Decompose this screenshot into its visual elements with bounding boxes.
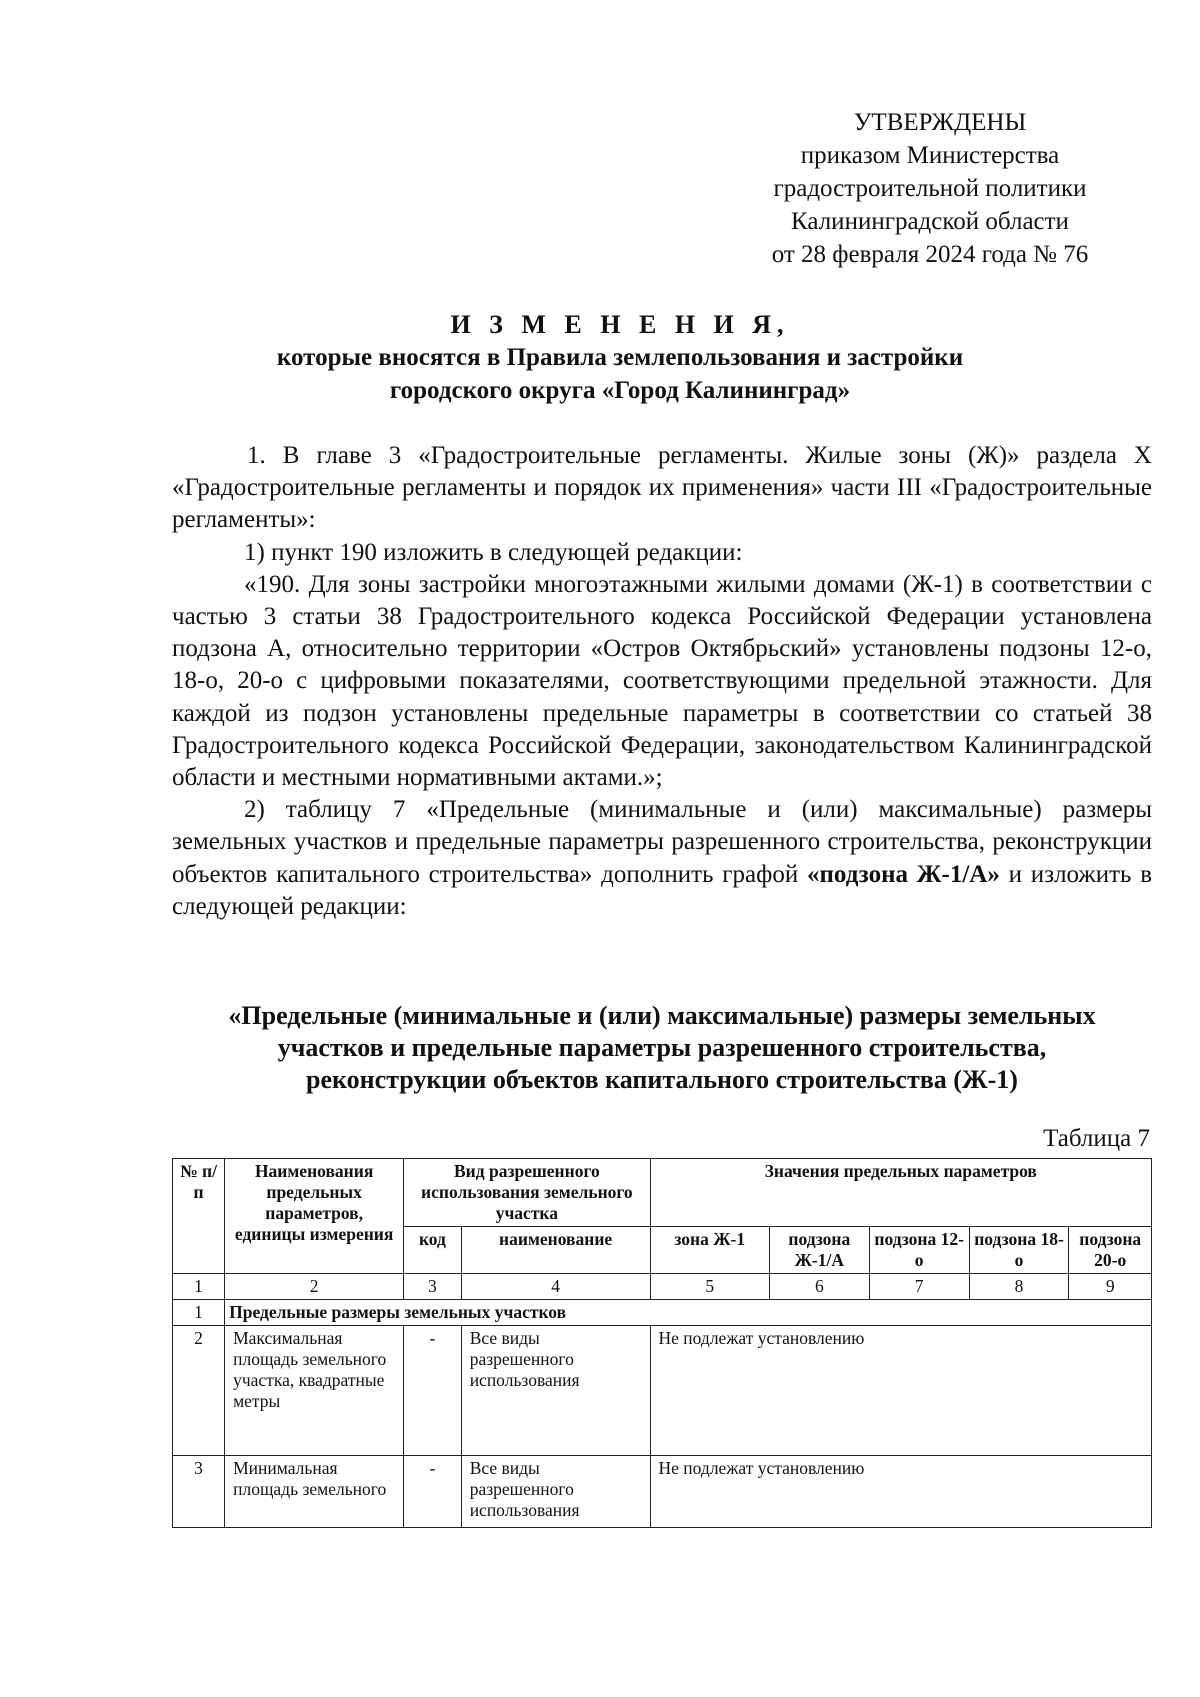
row-value: Не подлежат установлению [650,1456,1151,1528]
paragraph-item-190: «190. Для зоны застройки многоэтажными жилыми домами (Ж-1) в соответствии с частью 3 статьи 38 Градостроительного кодекса Российской Федерации установлена подзона А, относительно территории «Остров Октябрьский» установлены подзоны 12-о, 18-о, 20-о с цифровыми показателями, соответствующими предельной этажности. Для каждой из подзон установлены предельные параметры в соответствии со статьей 38 Градостроительного кодекса Российской Федерации, законодательством Калининградской области и местными нормативными актами.»; [172,570,1152,792]
body-text [172,440,1152,923]
row-param-name: Минимальная площадь земельного [225,1456,404,1528]
column-number: 6 [769,1274,869,1300]
section-num: 1 [173,1300,225,1326]
header-subzone-18o: подзона 18-о [969,1227,1069,1274]
limits-table [172,1158,1152,1528]
header-names: Наименования предельных параметров, единицы измерения [225,1159,404,1274]
paragraph-item-2 [172,794,1152,923]
table-header-row-1 [173,1159,1152,1227]
header-subzone-20o: подзона 20-о [1069,1227,1152,1274]
header-subzone-zh1a: подзона Ж-1/А [769,1227,869,1274]
header-use-type: Вид разрешенного использования земельного участка [404,1159,650,1227]
column-number: 3 [404,1274,462,1300]
column-number: 8 [969,1274,1069,1300]
paragraph-item-1: 1) пункт 190 изложить в следующей редакции: [244,538,743,566]
header-subzone-12o: подзона 12-о [869,1227,969,1274]
paragraph-item-2-bold: «подзона Ж-1/А» [807,860,1000,888]
table-title-line3: реконструкции объектов капитального строительства (Ж-1) [306,1065,1018,1094]
column-number: 2 [225,1274,404,1300]
paragraph-item-2-text: 2) таблицу 7 «Предельные (минимальные и (или) максимальные) размеры земельных участков и предельные параметры разрешенного строительства, реконструкции объектов капитального строительства» дополнить графой [172,796,1152,888]
header-name: наименование [461,1227,650,1274]
approval-line-approved: УТВЕРЖДЕНЫ [853,109,1027,136]
table-row [173,1456,1152,1528]
column-number: 4 [461,1274,650,1300]
row-use-name: Все виды разрешенного использования [461,1456,650,1528]
row-code: - [404,1326,462,1456]
row-num: 2 [173,1326,225,1456]
paragraph-item-2-tail: и изложить в следующей редакции: [172,860,1153,920]
heading-subtitle-line1: которые вносятся в Правила землепользования и застройки [276,344,964,371]
approval-line-ministry: градостроительной политики [773,175,1087,202]
table-title-line2: участков и предельные параметры разрешенного строительства, [277,1033,1047,1062]
approval-block [720,106,1140,271]
table-title [172,1000,1152,1096]
row-param-name: Максимальная площадь земельного участка, квадратные метры [225,1326,404,1456]
document-heading [160,308,1080,407]
paragraph-1: 1. В главе 3 «Градостроительные регламенты. Жилые зоны (Ж)» раздела X «Градостроительные регламенты и порядок их применения» части III «Градостроительные регламенты»: [172,442,1152,534]
section-row [173,1300,1152,1326]
row-value: Не подлежат установлению [650,1326,1151,1456]
approval-line-date: от 28 февраля 2024 года № 76 [771,241,1089,268]
approval-line-order: приказом Министерства [800,142,1060,169]
row-num: 3 [173,1456,225,1528]
table-caption: Таблица 7 [1043,1125,1150,1152]
approval-line-region: Калининградской области [791,208,1069,235]
column-number: 5 [650,1274,769,1300]
table-row [173,1326,1152,1456]
column-number: 1 [173,1274,225,1300]
header-num: № п/п [173,1159,225,1274]
column-number-row [173,1274,1152,1300]
row-use-name: Все виды разрешенного использования [461,1326,650,1456]
header-code: код [404,1227,462,1274]
column-number: 9 [1069,1274,1152,1300]
column-number: 7 [869,1274,969,1300]
heading-title: И З М Е Н Е Н И Я, [450,310,790,339]
header-values: Значения предельных параметров [650,1159,1151,1227]
heading-subtitle-line2: городского округа «Город Калининград» [389,377,851,404]
section-title: Предельные размеры земельных участков [225,1300,1152,1326]
table-title-line1: «Предельные (минимальные и (или) максимальные) размеры земельных [228,1001,1096,1030]
row-code: - [404,1456,462,1528]
header-zone-zh1: зона Ж-1 [650,1227,769,1274]
